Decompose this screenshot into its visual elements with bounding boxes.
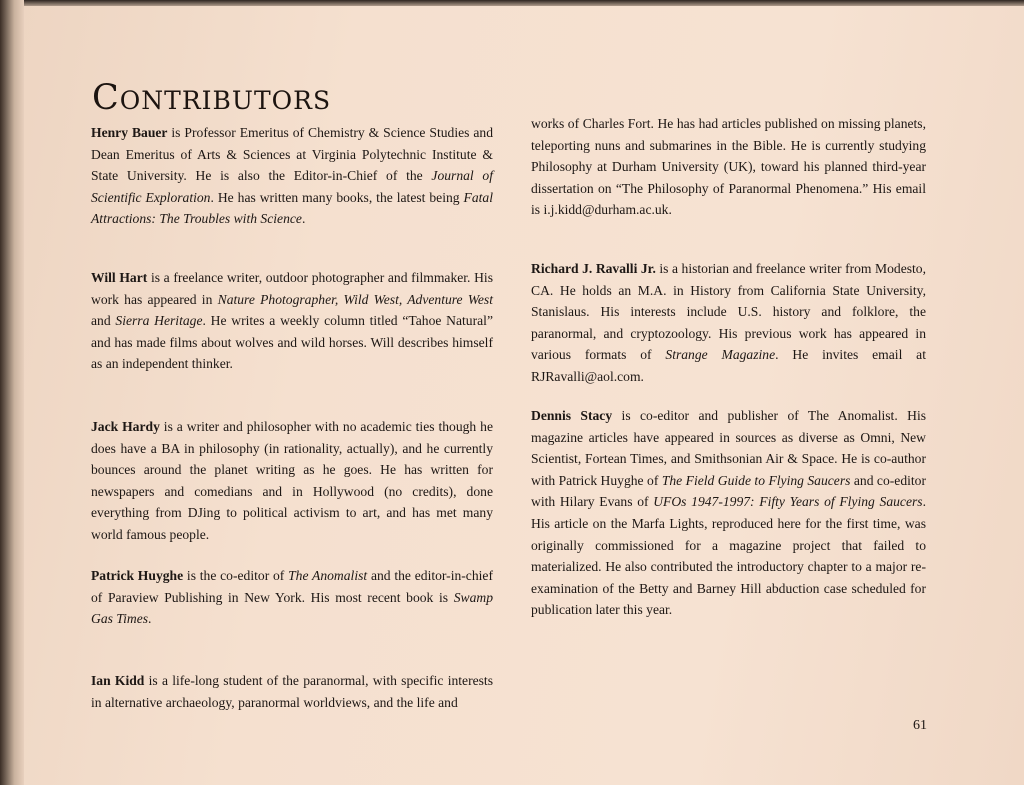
bio-text: works of Charles Fort. He has had articles published on missing planets, teleporting nuns and submarines in the Bible. He is currently studying Philosophy at Durham University (UK), toward his planned third-year dissertation on “The Philosophy of Paranormal Phenomena.” His email is i.j.kidd@durham.ac.uk. — [531, 116, 926, 218]
publication-title: UFOs 1947-1997: Fifty Years of Flying Saucers — [653, 494, 923, 510]
publication-title: Strange Magazine — [665, 347, 776, 363]
bio-will-hart — [91, 267, 493, 375]
publication-title: The Field Guide to Flying Saucers — [661, 472, 851, 488]
bio-text: is a life-long student of the paranormal, with specific interests in alternative archaeology, paranormal worldviews, and the life and — [91, 673, 493, 710]
bio-text: is the co-editor of — [183, 568, 289, 583]
bio-text: is a writer and philosopher with no academic ties though he does have a BA in philosophy (in rationality, actually), and he currently bounces around the planet writing as he goes. He has written for newspapers and comedians and in Hollywood (no credits), done everything from DJing to political activism to art, and has met many world famous people. — [91, 419, 493, 542]
publication-title: Swamp Gas Times — [91, 589, 493, 627]
page-number: 61 — [913, 718, 927, 733]
bio-dennis-stacy — [531, 405, 926, 621]
contributor-name: Dennis Stacy — [531, 408, 613, 423]
bio-ian-kidd — [91, 670, 493, 713]
publication-title: Journal of Scientific Exploration — [91, 168, 493, 205]
bio-patrick-huyghe — [91, 565, 493, 630]
bio-text: . He has written many books, the latest being — [210, 189, 464, 205]
bio-text: . — [301, 211, 306, 227]
contributor-name: Henry Bauer — [91, 125, 168, 140]
contributor-name: Will Hart — [91, 270, 148, 285]
bio-text: and co-editor with Hilary Evans of — [531, 472, 926, 510]
bio-text: is a historian and freelance writer from Modesto, CA. He holds an M.A. in History from California State University, Stanislaus. His interests include U.S. history and folklore, the paranormal, and cryptozoology. His previous work has appeared in various formats of — [531, 261, 926, 363]
bio-text: . He writes a weekly column titled “Tahoe Natural” and has made films about wolves and wild horses. Will describes himself as an independent thinker. — [91, 313, 493, 372]
contributor-name: Ian Kidd — [91, 673, 145, 688]
bio-text: . He invites email at RJRavalli@aol.com. — [531, 347, 926, 384]
bio-ian-kidd-continued — [531, 113, 926, 221]
bio-text: . His article on the Marfa Lights, reproduced here for the first time, was originally commissioned for a magazine project that failed to materialized. He also contributed the introductory chapter to a major re-examination of the Betty and Barney Hill abduction case scheduled for publication later this year. — [531, 494, 926, 618]
bio-henry-bauer — [91, 122, 493, 230]
bio-text: and the editor-in-chief of Paraview Publishing in New York. His most recent book is — [91, 568, 493, 605]
bio-text: is co-editor and publisher of The Anomalist. His magazine articles have appeared in sources as diverse as Omni, New Scientist, Fortean Times, and Smithsonian Air & Space. He is co-author with Patrick Huyghe of — [531, 408, 927, 488]
page-binding-edge — [0, 0, 24, 785]
contributor-name: Jack Hardy — [91, 419, 160, 434]
publication-title: The Anomalist — [288, 568, 368, 583]
bio-text: is a freelance writer, outdoor photographer and filmmaker. His work has appeared in — [91, 270, 493, 307]
publication-title: Fatal Attractions: The Troubles with Science — [91, 189, 493, 227]
bio-jack-hardy — [91, 416, 493, 546]
contributor-name: Richard J. Ravalli Jr. — [531, 261, 656, 276]
bio-text: is Professor Emeritus of Chemistry & Science Studies and Dean Emeritus of Arts & Sciences at Virginia Polytechnic Institute & State University. He is also the Editor-in-Chief of the — [91, 125, 494, 184]
contributor-name: Patrick Huyghe — [91, 568, 184, 583]
bio-text: . — [148, 611, 152, 627]
bio-text: and — [91, 313, 116, 329]
publication-title: Sierra Heritage — [115, 313, 203, 329]
bio-richard-ravalli — [531, 258, 926, 388]
page-title: Contributors — [92, 78, 332, 118]
publication-title: Nature Photographer, Wild West, Adventure West — [217, 291, 493, 307]
